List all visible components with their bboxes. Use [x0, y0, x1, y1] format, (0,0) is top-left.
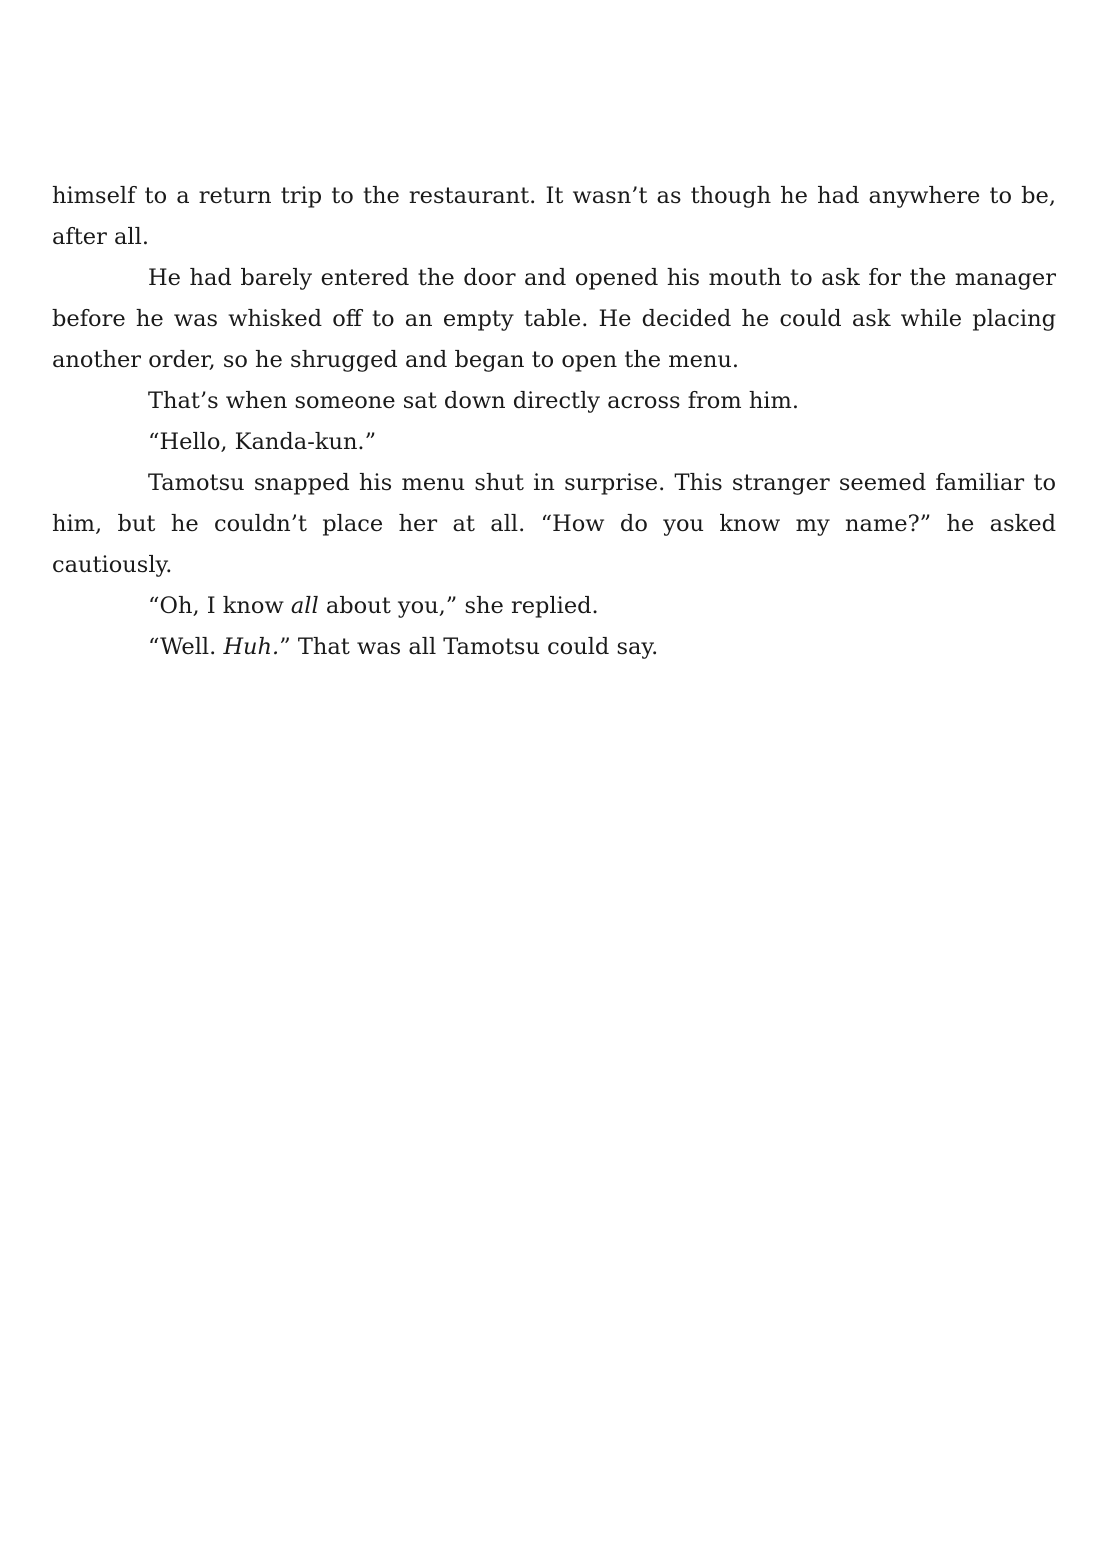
document-page	[52, 176, 1056, 668]
paragraph	[52, 422, 1056, 463]
text-segment: “Hello, Kanda-kun.”	[148, 429, 377, 455]
italic-text: Huh.	[223, 634, 280, 660]
paragraph	[52, 463, 1056, 586]
text-segment: himself to a return trip to the restaurant. It wasn’t as though he had anywhere to be, after all.	[52, 183, 1056, 250]
paragraph	[52, 627, 1056, 668]
paragraph	[52, 381, 1056, 422]
italic-text: all	[290, 593, 319, 619]
text-segment: He had barely entered the door and opened his mouth to ask for the manager before he was whisked off to an empty table. He decided he could ask while placing another order, so he shrugged and began to open the menu.	[52, 265, 1056, 373]
paragraph	[52, 586, 1056, 627]
text-segment: That’s when someone sat down directly across from him.	[148, 388, 799, 414]
text-segment: ” That was all Tamotsu could say.	[279, 634, 659, 660]
text-segment: about you,” she replied.	[318, 593, 599, 619]
text-segment: Tamotsu snapped his menu shut in surprise. This stranger seemed familiar to him, but he couldn’t place her at all. “How do you know my name?” he asked cautiously.	[52, 470, 1056, 578]
paragraph	[52, 176, 1056, 258]
text-segment: “Oh, I know	[148, 593, 291, 619]
paragraph	[52, 258, 1056, 381]
text-segment: “Well.	[148, 634, 224, 660]
